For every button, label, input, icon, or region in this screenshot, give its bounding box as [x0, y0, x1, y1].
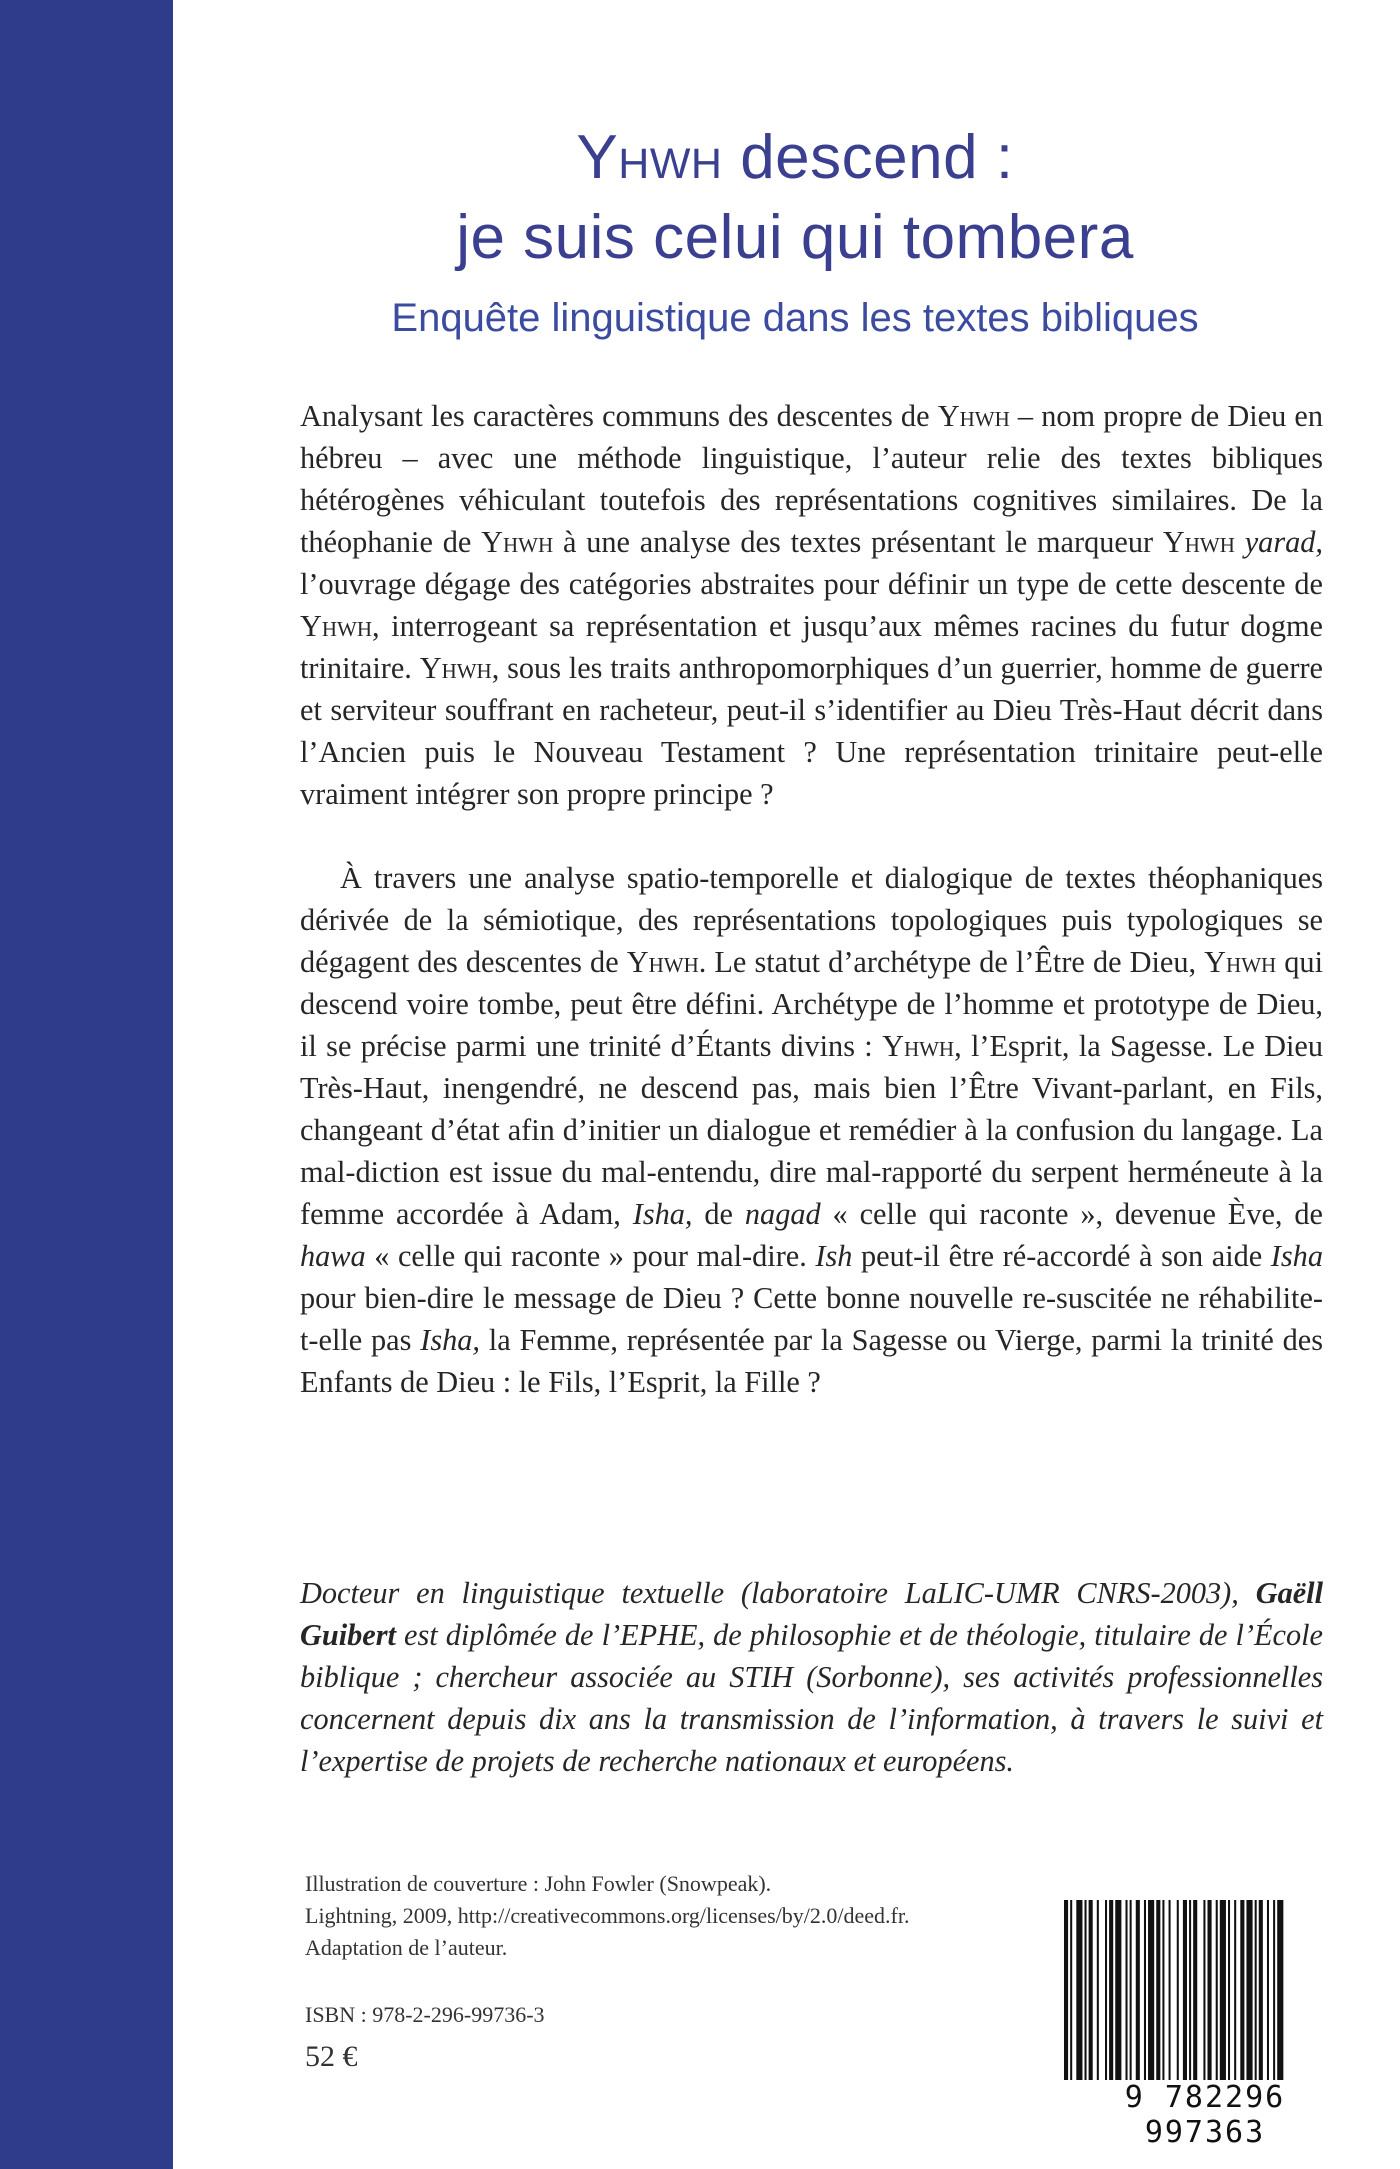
barcode-bar [1109, 1900, 1113, 2080]
price: 52 € [305, 2040, 358, 2073]
barcode [1060, 1900, 1340, 2080]
barcode-bar [1130, 1900, 1132, 2080]
barcode-bar [1162, 1900, 1164, 2080]
barcode-bar [1064, 1900, 1068, 2080]
text-run: pour bien-dire le message de Dieu ? Cette bonne nouvelle re-suscitée ne réhabilite-t-elle pas [300, 1281, 1323, 1357]
barcode-bar [1076, 1900, 1082, 2080]
text-run: Analysant les caractères communs des descentes de [300, 399, 938, 433]
isha-term: Isha [1270, 1239, 1323, 1273]
barcode-bar [1115, 1900, 1121, 2080]
summary-text [300, 395, 1323, 1403]
barcode-bar [1189, 1900, 1191, 2080]
title-yhwh: Yhwh [576, 123, 723, 192]
yhwh: Yhwh [300, 609, 373, 643]
barcode-bar [1216, 1900, 1218, 2080]
title-line-2: je suis celui qui tombera [456, 203, 1134, 272]
barcode-bar [1085, 1900, 1087, 2080]
text-run: peut-il être ré-accordé à son aide [852, 1239, 1271, 1273]
title-line-1-rest: descend : [722, 123, 1014, 192]
title-line-1 [240, 118, 1350, 198]
text-run: « celle qui raconte », devenue Ève, de [820, 1197, 1323, 1231]
barcode-bar [1070, 1900, 1072, 2080]
paragraph-1 [300, 395, 1323, 815]
title-block [240, 118, 1350, 344]
barcode-bar [1193, 1900, 1197, 2080]
text-run: qui descend voire tombe, peut être défini. Archétype de l’homme et prototype de Dieu, il se précise parmi une trinité d’Étants divins : [300, 945, 1323, 1063]
text-run: , interrogeant sa représentation et jusqu’aux mêmes racines du futur dogme trinitaire. [300, 609, 1323, 685]
credit-line: Adaptation de l’auteur. [305, 1935, 508, 1960]
text-run: – nom propre de Dieu en hébreu – avec une méthode linguistique, l’auteur relie des textes bibliques hétérogènes véhiculant toutefois des représentations cognitives similaires. De la théophanie de [300, 399, 1323, 559]
barcode-bar [1183, 1900, 1187, 2080]
credit-line: Illustration de couverture : John Fowler (Snowpeak). [305, 1871, 772, 1896]
bio-text: Docteur en linguistique textuelle (laboratoire LaLIC-UMR CNRS-2003), [300, 1576, 1256, 1610]
bio-text: est diplômée de l’EPHE, de philosophie et de théologie, titulaire de l’École biblique ; chercheur associée au STIH (Sorbonne), ses activités professionnelles concernent depuis dix ans la transmission de l’information, à travers le suivi et l’expertise de projets de recherche nationaux et européens. [300, 1618, 1323, 1778]
yhwh: Yhwh [882, 1029, 955, 1063]
cover-credits [305, 1868, 1065, 1964]
barcode-bar [1144, 1900, 1146, 2080]
barcode-bar [1228, 1900, 1230, 2080]
barcode-bar [1277, 1900, 1283, 2080]
barcode-bar [1259, 1900, 1263, 2080]
barcode-bar [1177, 1900, 1179, 2080]
barcode-bar [1220, 1900, 1226, 2080]
isha-term: Isha, [420, 1323, 480, 1357]
yhwh: Yhwh [481, 525, 554, 559]
barcode-bar [1097, 1900, 1099, 2080]
yhwh: Yhwh [937, 399, 1010, 433]
text-run: la Femme, représentée par la Sagesse ou Vierge, parmi la trinité des Enfants de Dieu : le Fils, l’Esprit, la Fille ? [300, 1323, 1323, 1399]
barcode-bar [1234, 1900, 1236, 2080]
text-run: l’ouvrage dégage des catégories abstraites pour définir un type de cette descente de [300, 567, 1323, 601]
paragraph-2 [300, 857, 1323, 1403]
isbn: ISBN : 978-2-296-99736-3 [305, 2002, 545, 2027]
barcode-bar [1273, 1900, 1275, 2080]
barcode-bar [1203, 1900, 1205, 2080]
isha-term: Isha, [632, 1197, 693, 1231]
barcode-bar [1240, 1900, 1244, 2080]
barcode-bar [1255, 1900, 1257, 2080]
barcode-number: 9 782296 997363 [1124, 2080, 1286, 2150]
yhwh: Yhwh [1162, 525, 1235, 559]
text-run: « celle qui raconte » pour mal-dire. [365, 1239, 816, 1273]
author-bio [300, 1572, 1323, 1782]
yhwh: Yhwh [419, 651, 492, 685]
text-run: À travers une analyse spatio-temporelle et dialogique de textes théophaniques dérivée de la sémiotique, des représentations topologiques puis typologiques se dégagent des descentes de [300, 861, 1323, 979]
barcode-bar [1267, 1900, 1269, 2080]
barcode-bar [1148, 1900, 1154, 2080]
subtitle: Enquête linguistique dans les textes bibliques [391, 296, 1199, 340]
yarad-term: yarad, [1244, 525, 1323, 559]
barcode-bar [1126, 1900, 1128, 2080]
blue-spine-band [0, 0, 173, 2169]
text-run: à une analyse des textes présentant le marqueur [553, 525, 1163, 559]
text-run: . Le statut d’archétype de l’Être de Dieu, [698, 945, 1205, 979]
text-run: de [692, 1197, 745, 1231]
yhwh: Yhwh [1204, 945, 1277, 979]
credit-line: Lightning, 2009, http://creativecommons.org/licenses/by/2.0/deed.fr. [305, 1903, 910, 1928]
barcode-bar [1246, 1900, 1252, 2080]
yhwh: Yhwh [626, 945, 699, 979]
hawa-term: hawa [300, 1239, 366, 1273]
text-run: , l’Esprit, la Sagesse. Le Dieu Très-Haut, inengendré, ne descend pas, mais bien l’Être Vivant-parlant, en Fils, changeant d’état afin d’initier un dialogue et remédier à la confusion du langage. La mal-diction est issue du mal-entendu, dire mal-rapporté du serpent herméneute à la femme accordée à Adam, [300, 1029, 1323, 1231]
barcode-bar [1169, 1900, 1171, 2080]
barcode-bar [1208, 1900, 1212, 2080]
text-run: , sous les traits anthropomorphiques d’un guerrier, homme de guerre et serviteur souffrant en racheteur, peut-il s’identifier au Dieu Très-Haut décrit dans l’Ancien puis le Nouveau Testament ? Une représentation trinitaire peut-elle vraiment intégrer son propre principe ? [300, 651, 1323, 811]
barcode-bar [1105, 1900, 1107, 2080]
ish-term: Ish [815, 1239, 853, 1273]
barcode-bar [1156, 1900, 1160, 2080]
barcode-bar [1136, 1900, 1140, 2080]
barcode-bar [1089, 1900, 1093, 2080]
author-name: Gaëll Guibert [300, 1576, 1323, 1652]
nagad-term: nagad [744, 1197, 821, 1231]
